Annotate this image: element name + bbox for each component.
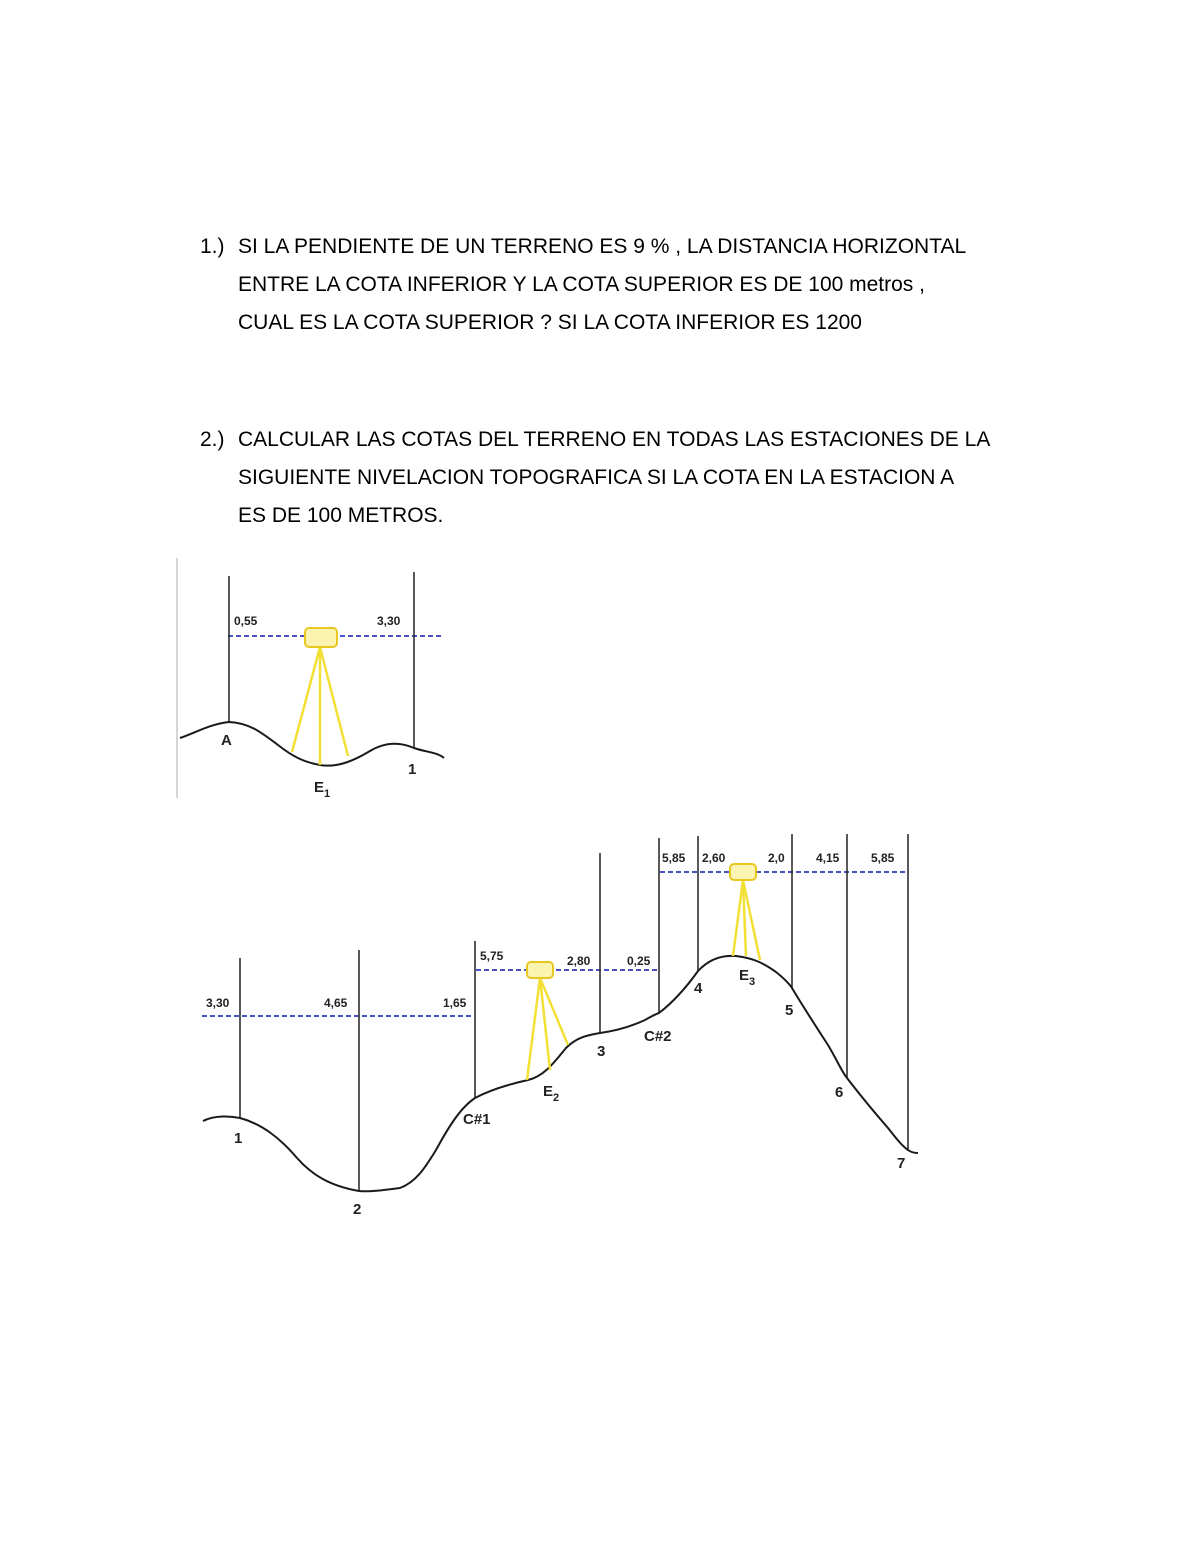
leveling-diagram-2	[202, 834, 918, 1218]
rod-reading: 4,15	[816, 851, 840, 865]
station-label: C#2	[644, 1028, 672, 1045]
station-label: 2	[353, 1201, 362, 1218]
station-label: C#1	[463, 1111, 491, 1128]
level-instrument	[305, 628, 337, 647]
instrument-letter: E	[543, 1083, 554, 1100]
problem-2-line-3: ES DE 100 METROS.	[238, 504, 444, 527]
instrument-label	[314, 779, 330, 800]
station-label: A	[221, 732, 232, 749]
station-label: 3	[597, 1043, 606, 1060]
station-label: 6	[835, 1084, 844, 1101]
instrument-label	[543, 1083, 559, 1104]
instrument-index: 3	[749, 976, 756, 988]
rod-reading: 5,85	[871, 851, 895, 865]
rod-reading: 5,75	[480, 949, 504, 963]
tripod-leg	[733, 880, 743, 956]
rod-reading: 5,85	[662, 851, 686, 865]
level-instrument	[730, 864, 756, 880]
problem-2-line-1: CALCULAR LAS COTAS DEL TERRENO EN TODAS LAS ESTACIONES DE LA	[238, 428, 991, 451]
problem-1-line-3: CUAL ES LA COTA SUPERIOR ? SI LA COTA INFERIOR ES 1200	[238, 311, 862, 334]
station-label: 1	[408, 761, 417, 778]
instrument-letter: E	[739, 967, 750, 984]
instrument-letter: E	[314, 779, 325, 796]
leveling-diagram-1	[177, 558, 444, 800]
rod-reading: 0,55	[234, 614, 258, 628]
problem-2-line-2: SIGUIENTE NIVELACION TOPOGRAFICA SI LA COTA EN LA ESTACION A	[238, 466, 955, 489]
rod-reading: 2,60	[702, 851, 726, 865]
rod-reading: 1,65	[443, 996, 467, 1010]
problem-1-line-2: ENTRE LA COTA INFERIOR Y LA COTA SUPERIOR ES DE 100 metros ,	[238, 273, 925, 296]
instrument-label	[739, 967, 755, 988]
station-label: 5	[785, 1002, 794, 1019]
rod-reading: 0,25	[627, 954, 651, 968]
problem-2-number: 2.)	[200, 428, 225, 451]
tripod-leg	[527, 978, 540, 1080]
terrain-profile	[180, 722, 444, 766]
tripod-leg	[292, 647, 320, 752]
instrument-e2	[527, 962, 568, 1080]
problem-1-line-1: SI LA PENDIENTE DE UN TERRENO ES 9 % , LA DISTANCIA HORIZONTAL	[238, 235, 967, 258]
rod-reading: 2,80	[567, 954, 591, 968]
instrument-index: 2	[553, 1092, 560, 1104]
station-label: 1	[234, 1130, 243, 1147]
tripod-leg	[320, 647, 348, 756]
rod-reading: 3,30	[206, 996, 230, 1010]
terrain-profile	[203, 956, 918, 1191]
station-label: 4	[694, 980, 703, 997]
instrument-index: 1	[324, 788, 331, 800]
level-instrument	[527, 962, 553, 978]
instrument-e1	[292, 628, 348, 765]
rod-reading: 3,30	[377, 614, 401, 628]
rod-reading: 4,65	[324, 996, 348, 1010]
instrument-e3	[730, 864, 760, 960]
rod-reading: 2,0	[768, 851, 785, 865]
station-label: 7	[897, 1155, 906, 1172]
problem-1-number: 1.)	[200, 235, 225, 258]
